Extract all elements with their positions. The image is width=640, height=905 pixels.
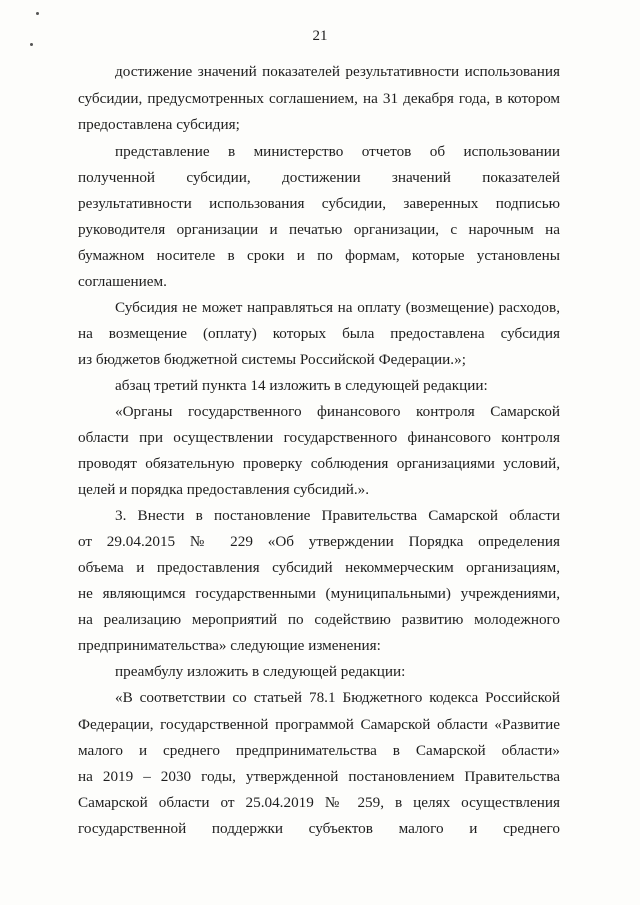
text-line: Самарской области от 25.04.2019 № 259, в целях осуществления: [78, 794, 560, 811]
text-line: не являющимся государственными (муниципальными) учреждениями,: [78, 585, 560, 602]
text-line: Субсидия не может направляться на оплату (возмещение) расходов,: [115, 299, 560, 316]
text-line: от 29.04.2015 № 229 «Об утверждении Порядка определения: [78, 533, 560, 550]
text-line: субсидии, предусмотренных соглашением, на 31 декабря года, в котором: [78, 90, 560, 107]
page-number: 21: [312, 28, 328, 44]
text-line: результативности использования субсидии, заверенных подписью: [78, 195, 560, 212]
text-line: на реализацию мероприятий по содействию развитию молодежного: [78, 611, 560, 628]
text-line: «Органы государственного финансового контроля Самарской: [115, 403, 560, 420]
text-line: на возмещение (оплату) которых была предоставлена субсидия: [78, 325, 560, 342]
text-line: области при осуществлении государственного финансового контроля: [78, 429, 560, 446]
text-line: государственной поддержки субъектов малого и среднего: [78, 820, 560, 837]
text-line: абзац третий пункта 14 изложить в следующей редакции:: [115, 377, 488, 394]
text-line: объема и предоставления субсидий некоммерческим организациям,: [78, 559, 560, 576]
text-line: целей и порядка предоставления субсидий.».: [78, 481, 370, 498]
text-line: проводят обязательную проверку соблюдения организациями условий,: [78, 455, 560, 472]
text-line: преамбулу изложить в следующей редакции:: [115, 663, 406, 680]
text-line: Федерации, государственной программой Самарской области «Развитие: [78, 716, 560, 733]
scan-speck: [36, 12, 39, 15]
text-line: соглашением.: [78, 273, 167, 290]
text-line: руководителя организации и печатью организации, с нарочным на: [78, 221, 560, 238]
text-line: представление в министерство отчетов об использовании: [115, 143, 560, 160]
text-line: предпринимательства» следующие изменения:: [78, 637, 381, 654]
text-line: полученной субсидии, достижении значений показателей: [78, 169, 560, 186]
text-line: бумажном носителе в сроки и по формам, которые установлены: [78, 247, 560, 264]
text-line: достижение значений показателей результативности использования: [115, 63, 560, 80]
text-line: малого и среднего предпринимательства в Самарской области»: [78, 742, 560, 759]
text-line: из бюджетов бюджетной системы Российской Федерации.»;: [78, 351, 466, 368]
text-line: 3. Внести в постановление Правительства Самарской области: [115, 507, 560, 524]
text-line: «В соответствии со статьей 78.1 Бюджетного кодекса Российской: [115, 689, 560, 706]
text-line: предоставлена субсидия;: [78, 116, 240, 133]
text-line: на 2019 – 2030 годы, утвержденной постановлением Правительства: [78, 768, 560, 785]
